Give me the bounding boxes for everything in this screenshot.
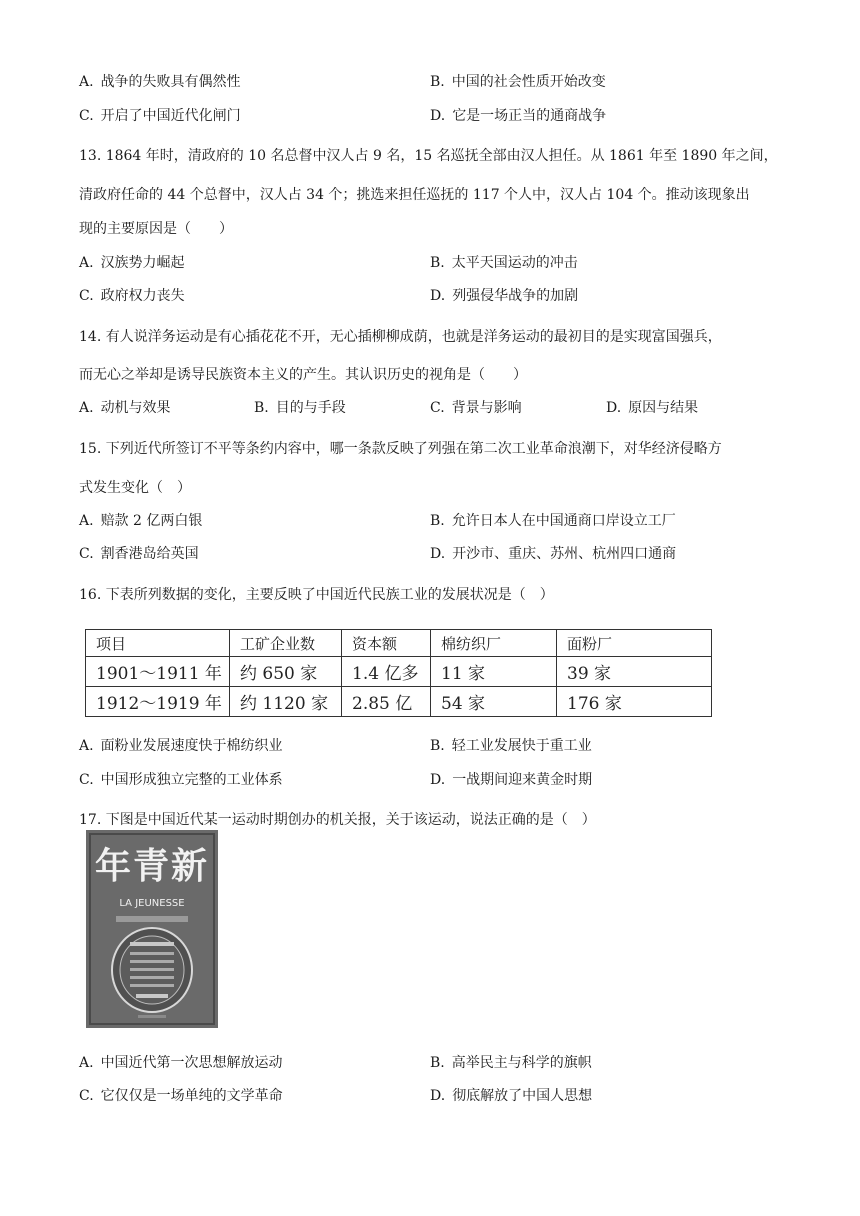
q14-option-c[interactable]: C. 背景与影响 xyxy=(430,400,522,416)
table-header-cell: 面粉厂 xyxy=(557,630,712,657)
q14-option-a[interactable]: A. 动机与效果 xyxy=(79,400,171,416)
q15-options-row-1 xyxy=(0,510,860,532)
table-header-cell: 资本额 xyxy=(342,630,431,657)
q15-options-row-2 xyxy=(0,543,860,565)
q17-stem: 17. 下图是中国近代某一运动时期创办的机关报，关于该运动，说法正确的是（ ） xyxy=(79,812,596,828)
q17-options-row-2 xyxy=(0,1085,860,1107)
q13-stem-line-1: 13. 1864 年时，清政府的 10 名总督中汉人占 9 名，15 名巡抚全部由汉人担任。从 1861 年至 1890 年之间， xyxy=(79,148,778,164)
q16-options-row-2 xyxy=(0,769,860,791)
q12-options-row-2 xyxy=(0,105,860,127)
new-youth-magazine-cover xyxy=(86,830,218,1028)
q15-option-d[interactable]: D. 开沙市、重庆、苏州、杭州四口通商 xyxy=(430,546,677,562)
q15-stem-line-2: 式发生变化（ ） xyxy=(79,480,191,496)
q13-options-row-2 xyxy=(0,285,860,307)
q13-option-c[interactable]: C. 政府权力丧失 xyxy=(79,288,185,304)
table-header-cell: 棉纺织厂 xyxy=(431,630,557,657)
q16-options-row-1 xyxy=(0,735,860,757)
table-row xyxy=(86,657,712,687)
q13-stem-line-3: 现的主要原因是（ ） xyxy=(79,221,233,237)
table-row xyxy=(86,687,712,717)
table-header-row xyxy=(86,630,712,657)
q17-options-row-1 xyxy=(0,1052,860,1074)
table-cell: 11 家 xyxy=(431,657,557,687)
q13-stem-line-2: 清政府任命的 44 个总督中，汉人占 34 个；挑选来担任巡抚的 117 个人中，汉人占 104 个。推动该现象出 xyxy=(79,187,750,203)
table-cell: 54 家 xyxy=(431,687,557,717)
q17-option-a[interactable]: A. 中国近代第一次思想解放运动 xyxy=(79,1055,283,1071)
q16-option-b[interactable]: B. 轻工业发展快于重工业 xyxy=(430,738,592,754)
q14-stem-line-1: 14. 有人说洋务运动是有心插花花不开，无心插柳柳成荫，也就是洋务运动的最初目的是实现富国强兵， xyxy=(79,329,722,345)
q13-option-d[interactable]: D. 列强侵华战争的加剧 xyxy=(430,288,579,304)
q17-option-c[interactable]: C. 它仅仅是一场单纯的文学革命 xyxy=(79,1088,283,1104)
q16-option-d[interactable]: D. 一战期间迎来黄金时期 xyxy=(430,772,593,788)
table-cell: 39 家 xyxy=(557,657,712,687)
q16-option-a[interactable]: A. 面粉业发展速度快于棉纺织业 xyxy=(79,738,283,754)
q12-option-a[interactable]: A. 战争的失败具有偶然性 xyxy=(79,74,241,90)
q16-option-c[interactable]: C. 中国形成独立完整的工业体系 xyxy=(79,772,283,788)
table-cell: 1901～1911 年 xyxy=(86,657,230,687)
q13-option-b[interactable]: B. 太平天国运动的冲击 xyxy=(430,255,578,271)
q12-option-c[interactable]: C. 开启了中国近代化闸门 xyxy=(79,108,241,124)
table-header-cell: 工矿企业数 xyxy=(230,630,342,657)
q12-option-b[interactable]: B. 中国的社会性质开始改变 xyxy=(430,74,606,90)
q12-option-d[interactable]: D. 它是一场正当的通商战争 xyxy=(430,108,607,124)
q12-options-row-1 xyxy=(0,71,860,93)
q14-option-b[interactable]: B. 目的与手段 xyxy=(254,400,346,416)
q14-stem-line-2: 而无心之举却是诱导民族资本主义的产生。其认识历史的视角是（ ） xyxy=(79,367,527,383)
q17-option-b[interactable]: B. 高举民主与科学的旗帜 xyxy=(430,1055,592,1071)
q13-options-row-1 xyxy=(0,252,860,274)
industry-data-table xyxy=(85,629,712,717)
q17-option-d[interactable]: D. 彻底解放了中国人思想 xyxy=(430,1088,593,1104)
magazine-cover-illustration xyxy=(86,830,218,1028)
magazine-subtitle-text: LA JEUNESSE xyxy=(119,898,185,909)
table-cell: 约 650 家 xyxy=(230,657,342,687)
table-header-cell: 项目 xyxy=(86,630,230,657)
q15-stem-line-1: 15. 下列近代所签订不平等条约内容中，哪一条款反映了列强在第二次工业革命浪潮下，对华经济侵略方 xyxy=(79,441,722,457)
q14-option-d[interactable]: D. 原因与结果 xyxy=(606,400,699,416)
table-cell: 1.4 亿多 xyxy=(342,657,431,687)
magazine-title-text: 年青新 xyxy=(94,846,210,887)
q14-options-row xyxy=(0,397,860,419)
table-cell: 2.85 亿 xyxy=(342,687,431,717)
table-cell: 176 家 xyxy=(557,687,712,717)
q15-option-a[interactable]: A. 赔款 2 亿两白银 xyxy=(79,513,203,529)
q15-option-c[interactable]: C. 割香港岛给英国 xyxy=(79,546,199,562)
q15-option-b[interactable]: B. 允许日本人在中国通商口岸设立工厂 xyxy=(430,513,676,529)
q13-option-a[interactable]: A. 汉族势力崛起 xyxy=(79,255,185,271)
table-cell: 约 1120 家 xyxy=(230,687,342,717)
table-cell: 1912～1919 年 xyxy=(86,687,230,717)
q16-stem: 16. 下表所列数据的变化，主要反映了中国近代民族工业的发展状况是（ ） xyxy=(79,587,554,603)
